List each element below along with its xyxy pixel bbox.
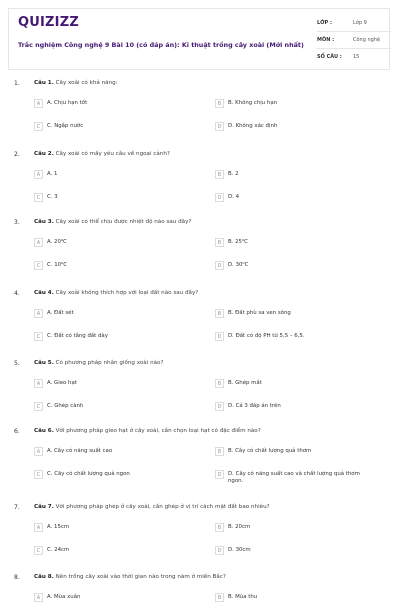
answer-option-a[interactable] xyxy=(34,238,194,250)
meta-value: 15 xyxy=(353,54,360,60)
answer-option-c[interactable] xyxy=(34,546,194,558)
option-text: D. Cây có năng suất cao và chất lượng quả thơm ngon. xyxy=(228,471,360,485)
answer-option-d[interactable] xyxy=(215,122,375,134)
answer-option-a[interactable] xyxy=(34,447,194,459)
question-number: 6. xyxy=(14,428,20,435)
question-label: Câu 6. xyxy=(34,428,54,434)
question-text xyxy=(34,360,163,366)
option-text: A. 1 xyxy=(47,171,58,177)
option-text: C. 10⁰C xyxy=(47,262,67,268)
question-label: Câu 1. xyxy=(34,80,54,86)
option-letter-box: C xyxy=(34,193,43,202)
option-letter-box: C xyxy=(34,470,43,479)
option-letter-box: B xyxy=(215,170,224,179)
option-letter-box: C xyxy=(34,122,43,131)
option-letter-box: C xyxy=(34,261,43,270)
meta-value: Lớp 9 xyxy=(353,20,367,26)
answer-option-c[interactable] xyxy=(34,332,194,344)
option-letter-box: A xyxy=(34,593,43,602)
option-text: B. 2 xyxy=(228,171,239,177)
question-number: 5. xyxy=(14,360,20,367)
question-body: Với phương pháp ghép ở cây xoài, cần ghép ở vị trí cách mặt đất bao nhiêu? xyxy=(55,504,270,510)
question-body: Nên trồng cây xoài vào thời gian nào trong năm ở miền Bắc? xyxy=(55,574,226,580)
answer-option-b[interactable] xyxy=(215,593,375,605)
question-label: Câu 5. xyxy=(34,360,54,366)
question-body: Cây xoài có thể chịu được nhiệt độ nào sau đây? xyxy=(55,219,192,225)
option-text: B. Ghép mắt xyxy=(228,380,262,386)
answer-option-a[interactable] xyxy=(34,309,194,321)
option-text: D. 4 xyxy=(228,194,240,200)
answer-option-b[interactable] xyxy=(215,523,375,535)
question-text xyxy=(34,151,170,157)
quiz-title: Trắc nghiệm Công nghệ 9 Bài 10 (có đáp án): Kĩ thuật trồng cây xoài (Mới nhất) xyxy=(18,41,304,49)
meta-row-class xyxy=(317,15,391,32)
option-letter-box: C xyxy=(34,332,43,341)
answer-option-c[interactable] xyxy=(34,122,194,134)
question-label: Câu 7. xyxy=(34,504,54,510)
option-letter-box: D xyxy=(215,546,224,555)
option-letter-box: D xyxy=(215,193,224,202)
answer-option-b[interactable] xyxy=(215,238,375,250)
answer-option-b[interactable] xyxy=(215,379,375,391)
question-number: 4. xyxy=(14,290,20,297)
option-letter-box: A xyxy=(34,379,43,388)
question-label: Câu 3. xyxy=(34,219,54,225)
quiz-meta xyxy=(317,15,391,65)
option-letter-box: D xyxy=(215,261,224,270)
option-text: A. 20⁰C xyxy=(47,239,67,245)
question-number: 8. xyxy=(14,574,20,581)
option-text: C. Cây có chất lượng quả ngon xyxy=(47,471,130,477)
option-text: C. 24cm xyxy=(47,547,70,553)
answer-option-a[interactable] xyxy=(34,99,194,111)
quizizz-logo: QUIZIZZ xyxy=(18,15,79,30)
meta-label: SỐ CÂU : xyxy=(317,54,342,60)
option-letter-box: A xyxy=(34,170,43,179)
question-number: 2. xyxy=(14,151,20,158)
question-text xyxy=(34,80,118,86)
option-text: B. Mùa thu xyxy=(228,594,258,600)
option-letter-box: C xyxy=(34,402,43,411)
option-letter-box: A xyxy=(34,447,43,456)
question-text xyxy=(34,290,198,296)
answer-option-d[interactable] xyxy=(215,261,375,273)
answer-option-d[interactable] xyxy=(215,193,375,205)
question-body: Với phương pháp gieo hạt ở cây xoài, cần chọn loại hạt có đặc điểm nào? xyxy=(55,428,261,434)
option-letter-box: B xyxy=(215,238,224,247)
option-text: D. 30cm xyxy=(228,547,251,553)
option-text: B. 25⁰C xyxy=(228,239,248,245)
option-text: D. 30⁰C xyxy=(228,262,249,268)
answer-option-d[interactable] xyxy=(215,332,375,344)
answer-option-c[interactable] xyxy=(34,261,194,273)
question-label: Câu 2. xyxy=(34,151,54,157)
question-label: Câu 8. xyxy=(34,574,54,580)
option-text: A. 15cm xyxy=(47,524,70,530)
option-text: D. Cả 3 đáp án trên xyxy=(228,403,281,409)
answer-option-a[interactable] xyxy=(34,379,194,391)
answer-option-b[interactable] xyxy=(215,309,375,321)
question-body: Cây xoài có khả năng: xyxy=(55,80,118,86)
answer-option-c[interactable] xyxy=(34,402,194,414)
option-letter-box: A xyxy=(34,238,43,247)
option-text: C. Ghép cành xyxy=(47,403,84,409)
option-text: B. 20cm xyxy=(228,524,251,530)
answer-option-d[interactable] xyxy=(215,402,375,414)
option-letter-box: A xyxy=(34,523,43,532)
question-body: Có phương pháp nhân giống xoài nào? xyxy=(55,360,164,366)
option-text: A. Đất sét xyxy=(47,310,74,316)
answer-option-d[interactable] xyxy=(215,470,375,485)
question-text xyxy=(34,504,270,510)
option-text: D. Đất có độ PH từ 5,5 – 6,5. xyxy=(228,333,305,339)
answer-option-b[interactable] xyxy=(215,170,375,182)
option-letter-box: D xyxy=(215,402,224,411)
option-letter-box: A xyxy=(34,99,43,108)
answer-option-b[interactable] xyxy=(215,99,375,111)
meta-row-count xyxy=(317,49,391,65)
question-number: 7. xyxy=(14,504,20,511)
meta-label: LỚP : xyxy=(317,20,332,26)
option-letter-box: D xyxy=(215,470,224,479)
option-letter-box: B xyxy=(215,379,224,388)
option-letter-box: C xyxy=(34,546,43,555)
option-letter-box: B xyxy=(215,447,224,456)
option-text: A. Cây có năng suất cao xyxy=(47,448,113,454)
option-text: D. Không xác định xyxy=(228,123,278,129)
answer-option-c[interactable] xyxy=(34,193,194,205)
option-text: C. Ngập nước xyxy=(47,123,84,129)
quiz-header xyxy=(8,8,390,70)
option-text: C. Đất có tầng đất dày xyxy=(47,333,108,339)
answer-option-d[interactable] xyxy=(215,546,375,558)
option-letter-box: B xyxy=(215,593,224,602)
option-letter-box: B xyxy=(215,309,224,318)
option-text: B. Đất phù sa ven sông xyxy=(228,310,291,316)
option-letter-box: B xyxy=(215,523,224,532)
question-label: Câu 4. xyxy=(34,290,54,296)
answer-option-a[interactable] xyxy=(34,170,194,182)
option-letter-box: D xyxy=(215,332,224,341)
question-text xyxy=(34,428,261,434)
answer-option-a[interactable] xyxy=(34,593,194,605)
option-text: B. Không chịu hạn xyxy=(228,100,278,106)
answer-option-c[interactable] xyxy=(34,470,194,482)
option-text: C. 3 xyxy=(47,194,58,200)
option-text: A. Chịu hạn tốt xyxy=(47,100,88,106)
meta-value: Công nghệ xyxy=(353,37,381,43)
question-number: 3. xyxy=(14,219,20,226)
option-text: A. Mùa xuân xyxy=(47,594,81,600)
option-letter-box: B xyxy=(215,99,224,108)
question-text xyxy=(34,219,191,225)
question-number: 1. xyxy=(14,80,20,87)
option-text: B. Cây có chất lượng quả thơm xyxy=(228,448,312,454)
option-letter-box: A xyxy=(34,309,43,318)
answer-option-b[interactable] xyxy=(215,447,375,459)
question-body: Cây xoài không thích hợp với loại đất nào sau đây? xyxy=(55,290,199,296)
meta-row-subject xyxy=(317,32,391,49)
meta-label: MÔN : xyxy=(317,37,335,43)
option-letter-box: D xyxy=(215,122,224,131)
answer-option-a[interactable] xyxy=(34,523,194,535)
option-text: A. Gieo hạt xyxy=(47,380,77,386)
question-text xyxy=(34,574,226,580)
question-body: Cây xoài có mấy yêu cầu về ngoại cảnh? xyxy=(55,151,170,157)
